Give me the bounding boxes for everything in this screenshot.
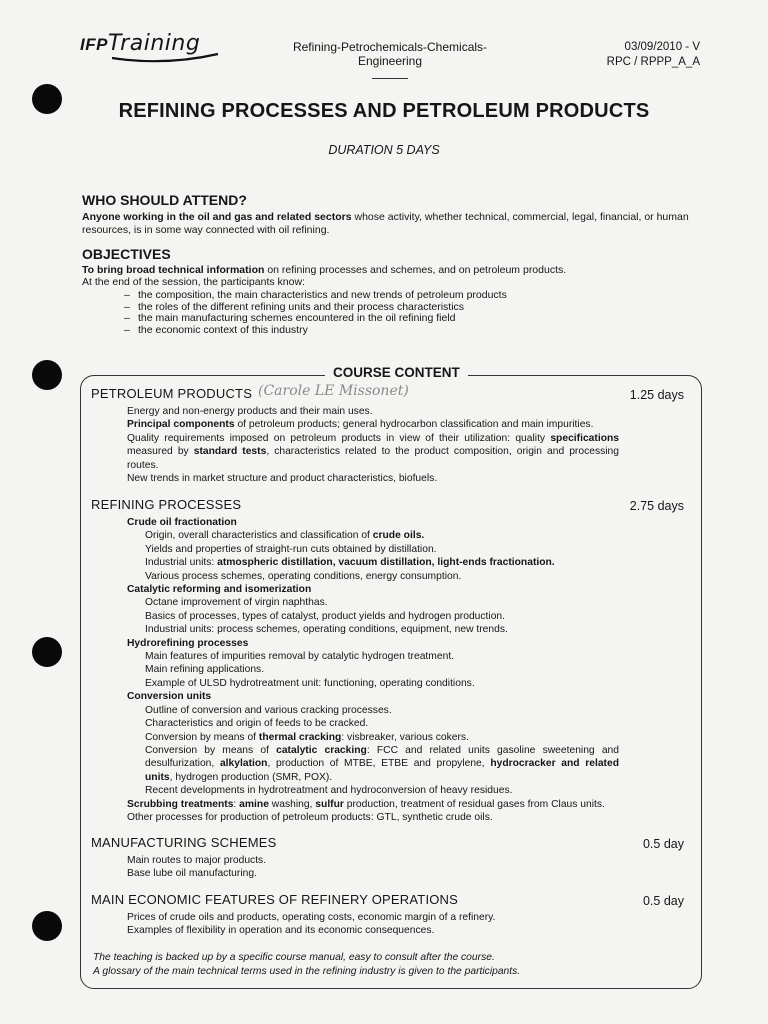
list-item: – the main manufacturing schemes encountered in the oil refining field	[124, 313, 507, 325]
page-title: REFINING PROCESSES AND PETROLEUM PRODUCTS	[118, 100, 650, 122]
list-item: – the economic context of this industry	[124, 325, 507, 337]
date-code: 03/09/2010 - V	[624, 41, 700, 53]
header-subtitle: Refining-Petrochemicals-Chemicals-Engineering	[265, 40, 515, 79]
module-title: MAIN ECONOMIC FEATURES OF REFINERY OPERATIONS	[91, 892, 459, 907]
who-heading: WHO SHOULD ATTEND?	[82, 192, 247, 208]
module-body: Prices of crude oils and products, operating costs, economic margin of a refinery. Examples of flexibility in operation and its economic consequences.	[127, 912, 496, 937]
header-reference	[607, 40, 700, 70]
list-item: – the roles of the different refining units and their process characteristics	[124, 302, 507, 314]
logo-ifp: IFP	[80, 35, 108, 54]
module-title: MANUFACTURING SCHEMES	[91, 835, 277, 850]
binder-hole	[32, 360, 62, 390]
module-duration: 2.75 days	[629, 499, 684, 513]
logo-training: Training	[107, 31, 201, 56]
header-rule	[372, 78, 408, 79]
handwritten-note: (Carole LE Missonet)	[258, 383, 409, 399]
ifp-training-logo	[80, 30, 230, 70]
module-body: Main routes to major products. Base lube oil manufacturing.	[127, 855, 267, 880]
module-title: REFINING PROCESSES	[91, 497, 242, 512]
list-item: – the composition, the main characteristics and new trends of petroleum products	[124, 290, 507, 302]
module-duration: 1.25 days	[629, 388, 684, 402]
who-text: Anyone working in the oil and gas and related sectors whose activity, whether technical, commercial, legal, financial, or human resources, is in some way connected with oil refining.	[82, 211, 689, 236]
objectives-heading: OBJECTIVES	[82, 246, 171, 262]
objectives-text: To bring broad technical information on refining processes and schemes, and on petroleum products. At the end of the session, the participants know:	[82, 264, 567, 288]
binder-hole	[32, 637, 62, 667]
logo-swoosh-icon	[110, 52, 220, 66]
module-body: Crude oil fractionation Origin, overall characteristics and classification of crude oils. Yields and properties of straight-run cuts obtained by distillation. Industrial units: atmospheric distillation, vacuum distillation, light-ends fractionation. Various process schemes, operating conditions, energy consumption. Catalytic reforming and isomerization Octane improvement of virgin naphthas. Basics of processes, types of catalyst, product yields and hydrogen production. Industrial units: process schemes, operating conditions, equipment, new trends. Hydrorefining processes Main features of impurities removal by catalytic hydrogen treatment. Main refining applications. Example of ULSD hydrotreatment unit: functioning, operating conditions. Conversion units Outline of conversion and various cracking processes. Characteristics and origin of feeds to be cracked. Conversion by means of thermal cracking: visbreaker, various cokers. Conversion by means of catalytic cracking: FCC and related units gasoline sweetening and desulfurization, alkylation, production of MTBE, ETBE and propylene, hydrocracker and related units, hydrogen production (SMR, POX). Recent developments in hydrotreatment and hydroconversion of heavy residues. Scrubbing treatments: amine washing, sulfur production, treatment of residual gases from Claus units. Other processes for production of petroleum products: GTL, synthetic crude oils.	[127, 517, 620, 823]
duration: DURATION 5 DAYS	[328, 143, 440, 157]
binder-hole	[32, 911, 62, 941]
course-content-label: COURSE CONTENT	[325, 365, 468, 380]
module-duration: 0.5 day	[642, 837, 684, 851]
module-duration: 0.5 day	[642, 894, 684, 908]
module-body: Energy and non-energy products and their main uses. Principal components of petroleum products; general hydrocarbon classification and main impurities. Quality requirements imposed on petroleum products in view of their utilization: quality specifications measured by standard tests, characteristics related to the product composition, origin and processing routes. New trends in market structure and product characteristics, biofuels.	[127, 406, 619, 485]
footer-note: The teaching is backed up by a specific course manual, easy to consult after the course. A glossary of the main technical terms used in the refining industry is given to the participants.	[93, 952, 521, 977]
module-title: PETROLEUM PRODUCTS	[91, 386, 253, 401]
objectives-list	[124, 290, 507, 336]
ref-code: RPC / RPPP_A_A	[606, 56, 700, 68]
